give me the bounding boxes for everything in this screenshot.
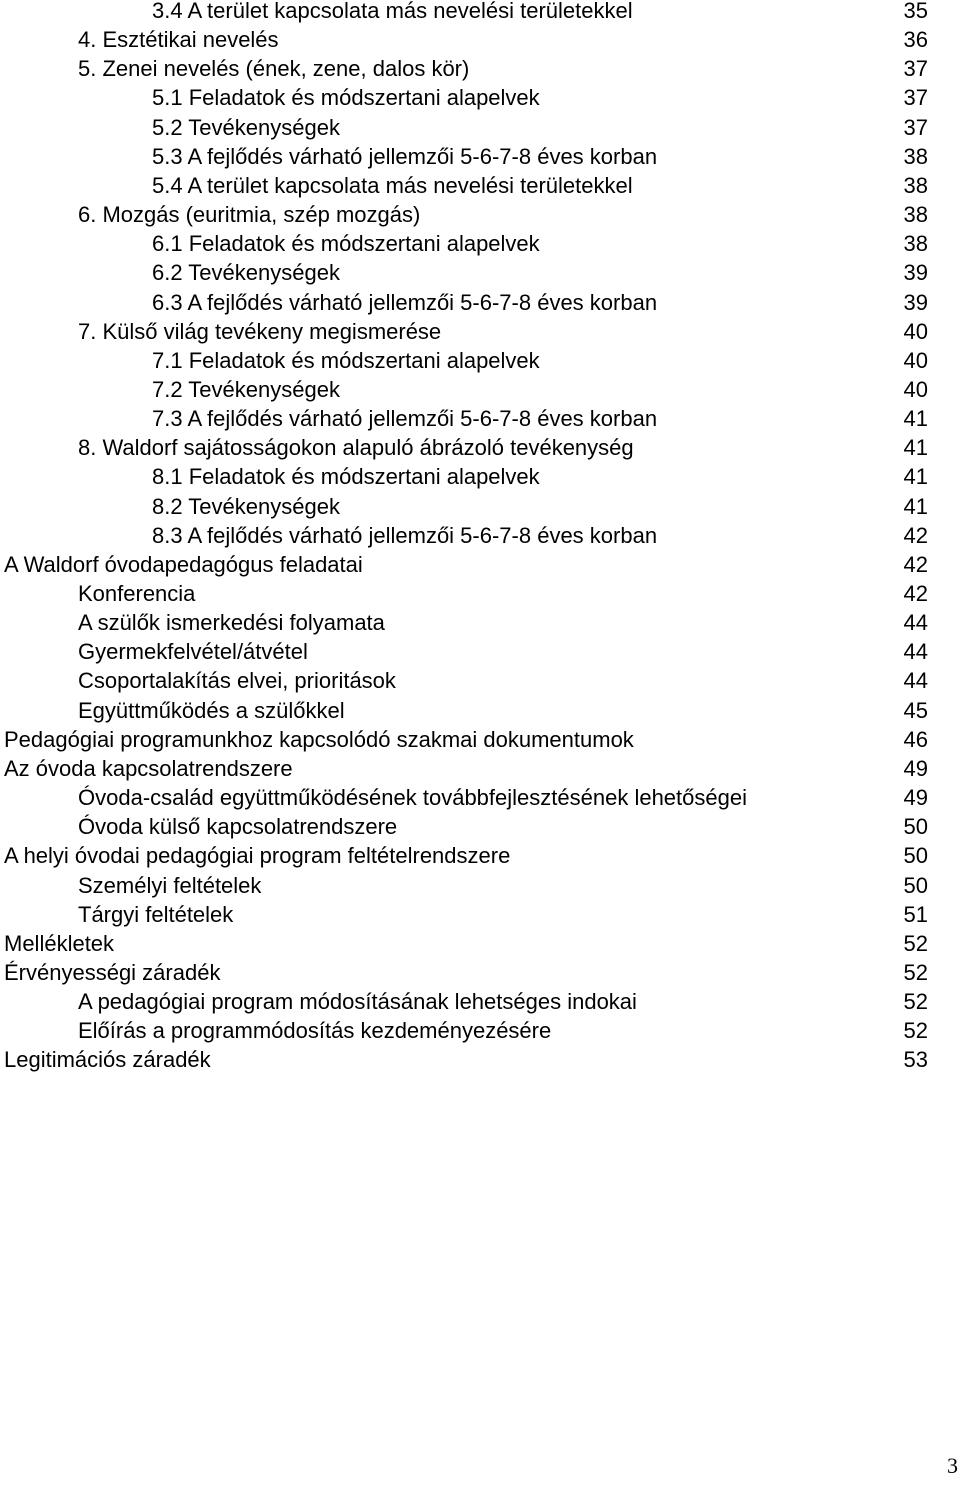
toc-entry bbox=[0, 987, 960, 1016]
toc-entry bbox=[0, 608, 960, 637]
toc-entry bbox=[0, 288, 960, 317]
toc-entry-title: 5.1 Feladatok és módszertani alapelvek bbox=[152, 85, 540, 111]
toc-entry-page: 39 bbox=[903, 289, 928, 315]
toc-entry-page: 40 bbox=[903, 376, 928, 402]
toc-entry bbox=[0, 142, 960, 171]
toc-entry-title: Érvényességi záradék bbox=[4, 959, 221, 985]
toc-entry-page: 42 bbox=[903, 551, 928, 577]
toc-entry bbox=[0, 579, 960, 608]
toc-entry bbox=[0, 258, 960, 287]
toc-entry-page: 37 bbox=[903, 114, 928, 140]
toc-entry-page: 36 bbox=[903, 27, 928, 53]
toc-entry-title: Gyermekfelvétel/átvétel bbox=[78, 639, 308, 665]
toc-entry-title: 8.3 A fejlődés várható jellemzői 5-6-7-8 éves korban bbox=[152, 522, 658, 548]
toc-entry-page: 52 bbox=[903, 930, 928, 956]
toc-entry-page: 38 bbox=[903, 143, 928, 169]
toc-entry-page: 41 bbox=[903, 435, 928, 461]
toc-entry bbox=[0, 83, 960, 112]
toc-entry-title: 6.1 Feladatok és módszertani alapelvek bbox=[152, 231, 540, 257]
toc-entry bbox=[0, 375, 960, 404]
toc-entry-page: 46 bbox=[903, 726, 928, 752]
toc-entry-title: Mellékletek bbox=[4, 930, 115, 956]
toc-entry bbox=[0, 783, 960, 812]
toc-entry-title: 6. Mozgás (euritmia, szép mozgás) bbox=[78, 202, 421, 228]
toc-entry-title: Személyi feltételek bbox=[78, 872, 262, 898]
toc-entry-page: 37 bbox=[903, 56, 928, 82]
toc-entry-page: 38 bbox=[903, 231, 928, 257]
toc-entry-page: 42 bbox=[903, 581, 928, 606]
toc-entry bbox=[0, 696, 960, 725]
toc-entry bbox=[0, 900, 960, 929]
toc-entry-title: 7.1 Feladatok és módszertani alapelvek bbox=[152, 347, 540, 373]
toc-entry-title: 7.2 Tevékenységek bbox=[152, 376, 340, 402]
toc-entry-title: 5.4 A terület kapcsolata más nevelési területekkel bbox=[152, 172, 633, 198]
toc-entry-page: 49 bbox=[903, 785, 928, 811]
toc-entry-title: 5.2 Tevékenységek bbox=[152, 114, 340, 140]
toc-entry-page: 50 bbox=[903, 814, 928, 840]
toc-entry bbox=[0, 637, 960, 666]
toc-entry-title: 4. Esztétikai nevelés bbox=[78, 27, 279, 53]
toc-entry bbox=[0, 346, 960, 375]
toc-entry-page: 52 bbox=[903, 1018, 928, 1044]
toc-entry bbox=[0, 54, 960, 83]
toc-entry bbox=[0, 754, 960, 783]
toc-entry-page: 38 bbox=[903, 172, 928, 198]
toc-entry-page: 52 bbox=[903, 959, 928, 985]
toc-entry-title: Óvoda-család együttműködésének továbbfejlesztésének lehetőségei bbox=[78, 785, 747, 811]
toc-entry bbox=[0, 171, 960, 200]
toc-entry bbox=[0, 929, 960, 958]
toc-entry-title: Pedagógiai programunkhoz kapcsolódó szakmai dokumentumok bbox=[4, 726, 634, 752]
toc-entry-title: 6.2 Tevékenységek bbox=[152, 260, 340, 286]
toc-entry-title: A pedagógiai program módosításának lehetséges indokai bbox=[78, 989, 637, 1015]
toc-entry-page: 50 bbox=[903, 872, 928, 898]
toc-entry bbox=[0, 229, 960, 258]
toc-entry-title: 8.2 Tevékenységek bbox=[152, 493, 340, 519]
toc-entry-page: 42 bbox=[903, 522, 928, 548]
toc-entry-page: 35 bbox=[903, 0, 928, 23]
toc-entry-page: 52 bbox=[903, 989, 928, 1015]
toc-entry bbox=[0, 958, 960, 987]
toc-entry bbox=[0, 0, 960, 25]
toc-entry-page: 44 bbox=[903, 639, 928, 665]
toc-entry bbox=[0, 841, 960, 870]
toc-entry bbox=[0, 725, 960, 754]
toc-entry-page: 50 bbox=[903, 843, 928, 869]
toc-entry-title: 5.3 A fejlődés várható jellemzői 5-6-7-8 éves korban bbox=[152, 143, 658, 169]
toc-entry-title: 7. Külső világ tevékeny megismerése bbox=[78, 318, 442, 344]
toc-entry bbox=[0, 871, 960, 900]
toc-entry-title: Óvoda külső kapcsolatrendszere bbox=[78, 814, 398, 840]
toc-entry-title: Az óvoda kapcsolatrendszere bbox=[4, 755, 293, 781]
toc-entry-page: 51 bbox=[903, 901, 928, 927]
toc-entry-title: Előírás a programmódosítás kezdeményezésére bbox=[78, 1018, 552, 1044]
toc-entry-page: 44 bbox=[903, 668, 928, 694]
toc-entry-page: 39 bbox=[903, 260, 928, 286]
toc-entry-page: 53 bbox=[903, 1047, 928, 1073]
toc-entry bbox=[0, 433, 960, 462]
page-number: 3 bbox=[947, 1453, 958, 1478]
toc-entry-page: 41 bbox=[903, 493, 928, 519]
toc-entry bbox=[0, 812, 960, 841]
toc-entry-page: 37 bbox=[903, 85, 928, 111]
toc-entry-title: 7.3 A fejlődés várható jellemzői 5-6-7-8 éves korban bbox=[152, 406, 658, 432]
toc-entry bbox=[0, 521, 960, 550]
toc-entry bbox=[0, 550, 960, 579]
toc-entry-title: 6.3 A fejlődés várható jellemzői 5-6-7-8 éves korban bbox=[152, 289, 658, 315]
toc-entry-page: 45 bbox=[903, 697, 928, 723]
toc-entry-title: 5. Zenei nevelés (ének, zene, dalos kör) bbox=[78, 56, 470, 82]
toc-entry-title: Legitimációs záradék bbox=[4, 1047, 211, 1073]
toc-entry-title: A helyi óvodai pedagógiai program feltételrendszere bbox=[4, 843, 511, 869]
toc-entry bbox=[0, 200, 960, 229]
toc-entry bbox=[0, 462, 960, 491]
toc-entry-title: A Waldorf óvodapedagógus feladatai bbox=[4, 551, 363, 577]
toc-entry bbox=[0, 492, 960, 521]
toc-entry-title: Konferencia bbox=[78, 581, 196, 606]
toc-entry-title: A szülők ismerkedési folyamata bbox=[78, 610, 385, 636]
toc-entry-title: Együttműködés a szülőkkel bbox=[78, 697, 345, 723]
toc-entry bbox=[0, 113, 960, 142]
toc-entry bbox=[0, 1045, 960, 1074]
toc-entry-page: 41 bbox=[903, 464, 928, 490]
toc-entry bbox=[0, 404, 960, 433]
toc-entry-page: 38 bbox=[903, 202, 928, 228]
toc-entry-title: 8.1 Feladatok és módszertani alapelvek bbox=[152, 464, 540, 490]
toc-entry-page: 44 bbox=[903, 610, 928, 636]
toc-entry-page: 41 bbox=[903, 406, 928, 432]
toc-entry-title: 8. Waldorf sajátosságokon alapuló ábrázoló tevékenység bbox=[78, 435, 634, 461]
toc-entry-title: Csoportalakítás elvei, prioritások bbox=[78, 668, 396, 694]
toc-entry-page: 40 bbox=[903, 347, 928, 373]
toc-entry-title: 3.4 A terület kapcsolata más nevelési területekkel bbox=[152, 0, 633, 23]
toc-entry bbox=[0, 25, 960, 54]
toc-entry-title: Tárgyi feltételek bbox=[78, 901, 234, 927]
toc-entry bbox=[0, 1016, 960, 1045]
toc-entry-page: 49 bbox=[903, 755, 928, 781]
toc-entry bbox=[0, 666, 960, 695]
toc-entry bbox=[0, 317, 960, 346]
toc-entry-page: 40 bbox=[903, 318, 928, 344]
